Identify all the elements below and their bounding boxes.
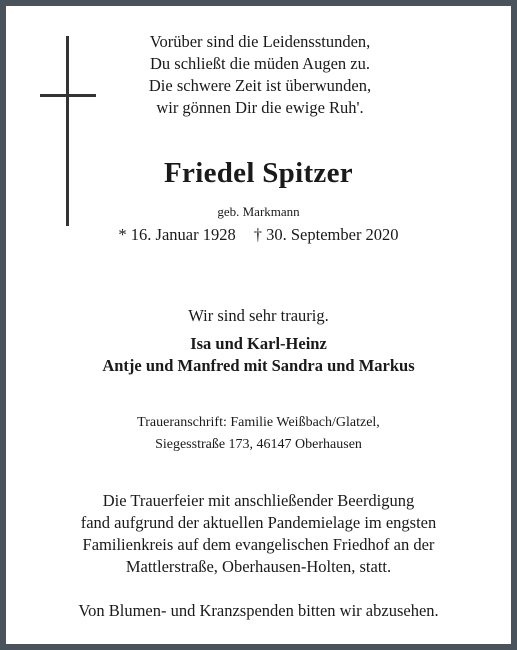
- funeral-notice-line-3: Familienkreis auf dem evangelischen Friedhof an der: [82, 535, 435, 554]
- death-date: † 30. September 2020: [253, 225, 399, 244]
- poem-line-3: Die schwere Zeit ist überwunden,: [148, 76, 372, 95]
- maiden-name: geb. Markmann: [217, 204, 300, 219]
- poem-line-1: Vorüber sind die Leidensstunden,: [149, 32, 371, 51]
- mourning-statement: Wir sind sehr traurig.: [188, 306, 329, 325]
- life-dates: [0, 225, 517, 245]
- funeral-notice-line-2: fand aufgrund der aktuellen Pandemielage im engsten: [80, 513, 437, 532]
- poem-line-4: wir gönnen Dir die ewige Ruh'.: [156, 98, 364, 117]
- address-line-2: Siegesstraße 173, 46147 Oberhausen: [155, 437, 362, 452]
- funeral-notice-line-1: Die Trauerfeier mit anschließender Beerdigung: [102, 491, 415, 510]
- address-line-1: Traueranschrift: Familie Weißbach/Glatzel,: [137, 415, 380, 430]
- funeral-notice-line-4: Mattlerstraße, Oberhausen-Holten, statt.: [125, 557, 392, 576]
- flowers-note: Von Blumen- und Kranzspenden bitten wir abzusehen.: [78, 601, 439, 620]
- birth-date: * 16. Januar 1928: [118, 225, 236, 244]
- deceased-name: Friedel Spitzer: [164, 157, 353, 189]
- mourner-names-line-1: Isa und Karl-Heinz: [190, 334, 327, 353]
- poem-line-2: Du schließt die müden Augen zu.: [150, 54, 370, 73]
- mourner-names-line-2: Antje und Manfred mit Sandra und Markus: [102, 356, 415, 375]
